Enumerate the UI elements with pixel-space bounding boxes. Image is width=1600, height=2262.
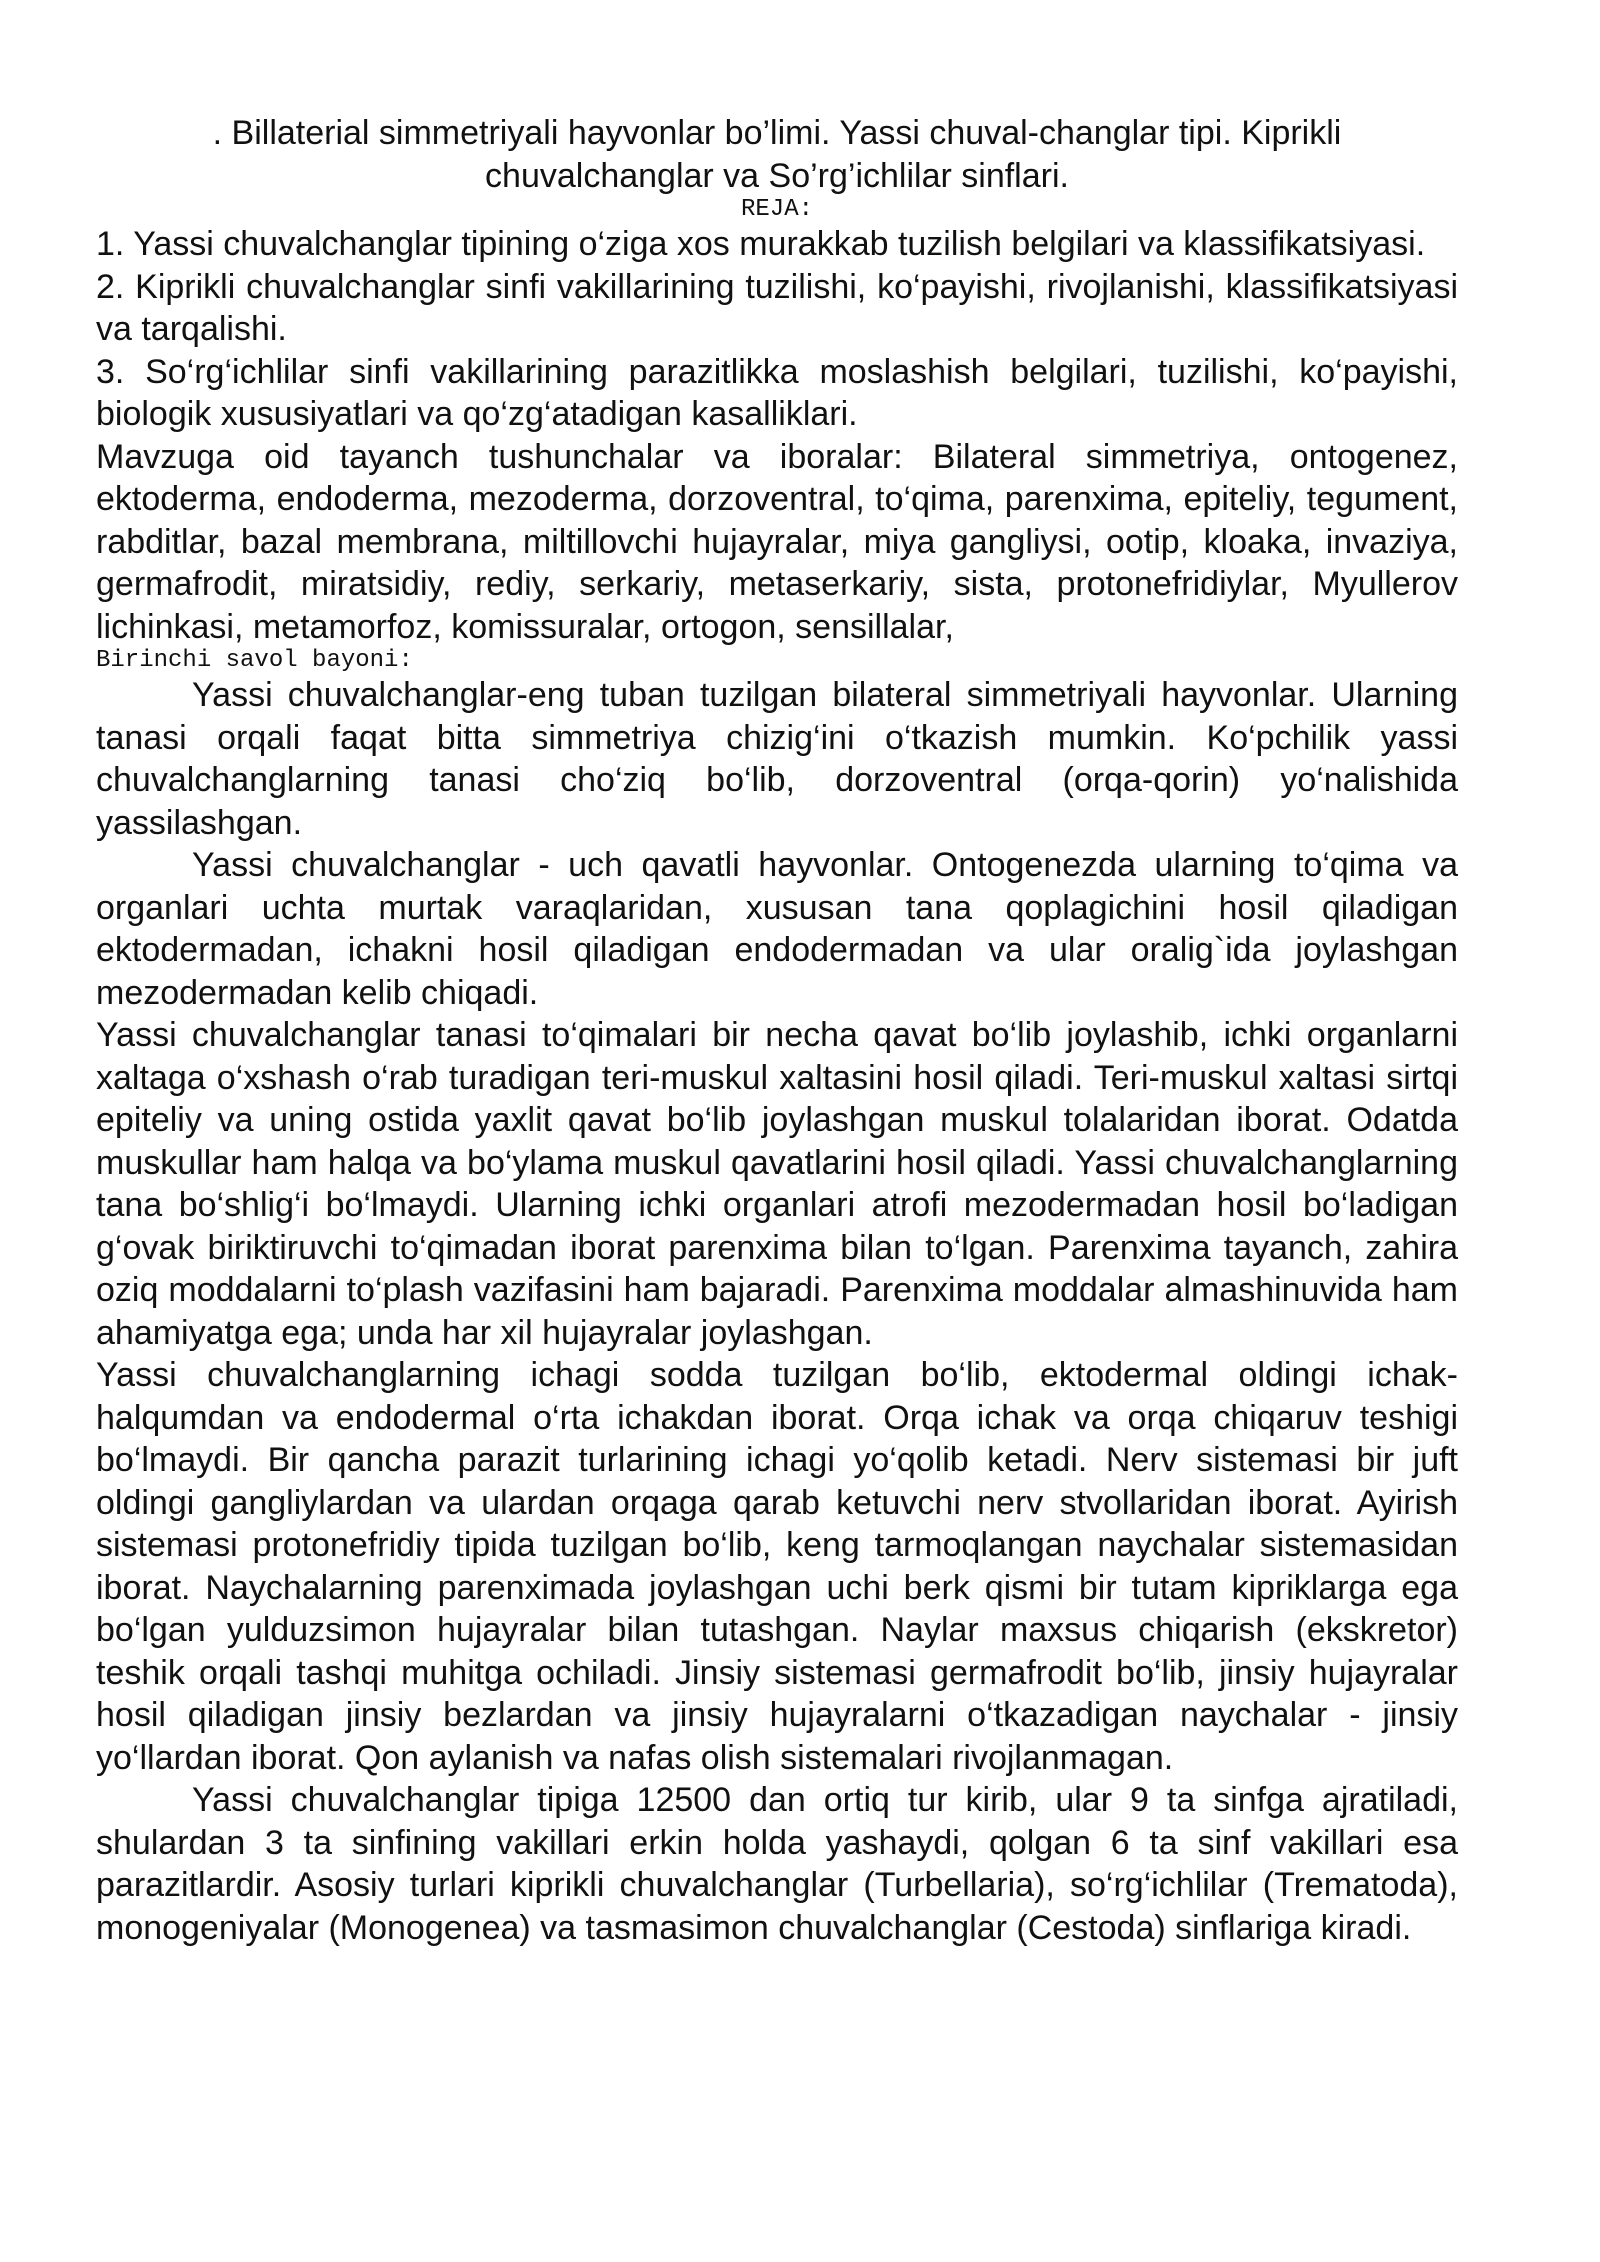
plan-heading: REJA: [740,196,813,223]
key-terms: Mavzuga oid tayanch tushunchalar va iboralar: Bilateral simmetriya, ontogenez, ektoderma, endoderma, mezoderma, dorzoventral, to‘qima, parenxima, epiteliy, tegument, rabditlar, bazal membrana, miltillovchi hujayralar, miya gangliysi, ootip, kloaka, invaziya, germafrodit, miratsidiy, rediy, serkariy, metaserkariy, sista, protonefridiylar, Myullerov lichinkasi, metamorfoz, komissuralar, ortogon, sensillalar, [96,437,1458,646]
paragraph-4: Yassi chuvalchanglarning ichagi sodda tuzilgan bo‘lib, ektodermal oldingi ichak-halqumdan va endodermal o‘rta ichakdan iborat. Orqa ichak va orqa chiqaruv teshigi bo‘lmaydi. Bir qancha parazit turlarining ichagi yo‘qolib ketadi. Nerv sistemasi bir juft oldingi gangliylardan va ulardan orqaga qarab ketuvchi nerv stvollaridan iborat. Ayirish sistemasi protonefridiy tipida tuzilgan bo‘lib, keng tarmoqlangan naychalar sistemasidan iborat. Naychalarning parenximada joylashgan uchi berk qismi bir tutam kipriklarga ega bo‘lgan yulduzsimon hujayralar bilan tutashgan. Naylar maxsus chiqarish (ekskretor) teshik orqali tashqi muhitga ochiladi. Jinsiy sistemasi germafrodit bo‘lib, jinsiy hujayralar hosil qiladigan jinsiy bezlardan va jinsiy hujayralarni o‘tkazadigan naychalar - jinsiy yo‘llardan iborat. Qon aylanish va nafas olish sistemalari rivojlanmagan. [96,1356,1458,1777]
paragraph-1: Yassi chuvalchanglar-eng tuban tuzilgan bilateral simmetriyali hayvonlar. Ularning tanasi orqali faqat bitta simmetriya chizig‘ini o‘tkazish mumkin. Ko‘pchilik yassi chuvalchanglarning tanasi cho‘ziq bo‘lib, dorzoventral (orqa-qorin) yo‘nalishida yassilashgan. [96,676,1458,842]
plan-item-2: 2. Kiprikli chuvalchanglar sinfi vakillarining tuzilishi, ko‘payishi, rivojlanishi, klassifikatsiyasi va tarqalishi. [96,267,1458,348]
document-title: . Billaterial simmetriyali hayvonlar bo’limi. Yassi chuval-changlar tipi. Kiprikli chuvalchanglar va So’rg’ichlilar sinflari. [212,114,1342,195]
paragraph-3: Yassi chuvalchanglar tanasi to‘qimalari bir necha qavat bo‘lib joylashib, ichki organlarni xaltaga o‘xshash o‘rab turadigan teri-muskul xaltasini hosil qiladi. Teri-muskul xaltasi sirtqi epiteliy va uning ostida yaxlit qavat bo‘lib joylashgan muskul tolalaridan iborat. Odatda muskullar ham halqa va bo‘ylama muskul qavatlarini hosil qiladi. Yassi chuvalchanglarning tana bo‘shlig‘i bo‘lmaydi. Ularning ichki organlari atrofi mezodermadan hosil bo‘ladigan g‘ovak biriktiruvchi to‘qimadan iborat parenxima bilan to‘lgan. Parenxima tayanch, zahira oziq moddalarni to‘plash vazifasini ham bajaradi. Parenxima moddalar almashinuvida ham ahamiyatga ega; unda har xil hujayralar joylashgan. [96,1016,1458,1352]
plan-item-1: 1. Yassi chuvalchanglar tipining o‘ziga xos murakkab tuzilish belgilari va klassifikatsiyasi. [96,225,1426,263]
plan-item-3: 3. So‘rg‘ichlilar sinfi vakillarining parazitlikka moslashish belgilari, tuzilishi, ko‘payishi, biologik xususiyatlari va qo‘zg‘atadigan kasalliklari. [96,352,1458,433]
section-heading: Birinchi savol bayoni: [96,647,413,674]
paragraph-5: Yassi chuvalchanglar tipiga 12500 dan ortiq tur kirib, ular 9 ta sinfga ajratiladi, shulardan 3 ta sinfining vakillari erkin holda yashaydi, qolgan 6 ta sinf vakillari esa parazitlardir. Asosiy turlari kiprikli chuvalchanglar (Turbellaria), so‘rg‘ichlilar (Trematoda), monogeniyalar (Monogenea) va tasmasimon chuvalchanglar (Cestoda) sinflariga kiradi. [96,1781,1458,1947]
paragraph-2: Yassi chuvalchanglar - uch qavatli hayvonlar. Ontogenezda ularning to‘qima va organlari uchta murtak varaqlaridan, xususan tana qoplagichini hosil qiladigan ektodermadan, ichakni hosil qiladigan endodermadan va ular oralig`ida joylashgan mezodermadan kelib chiqadi. [96,846,1458,1012]
document-page [96,112,1458,1949]
